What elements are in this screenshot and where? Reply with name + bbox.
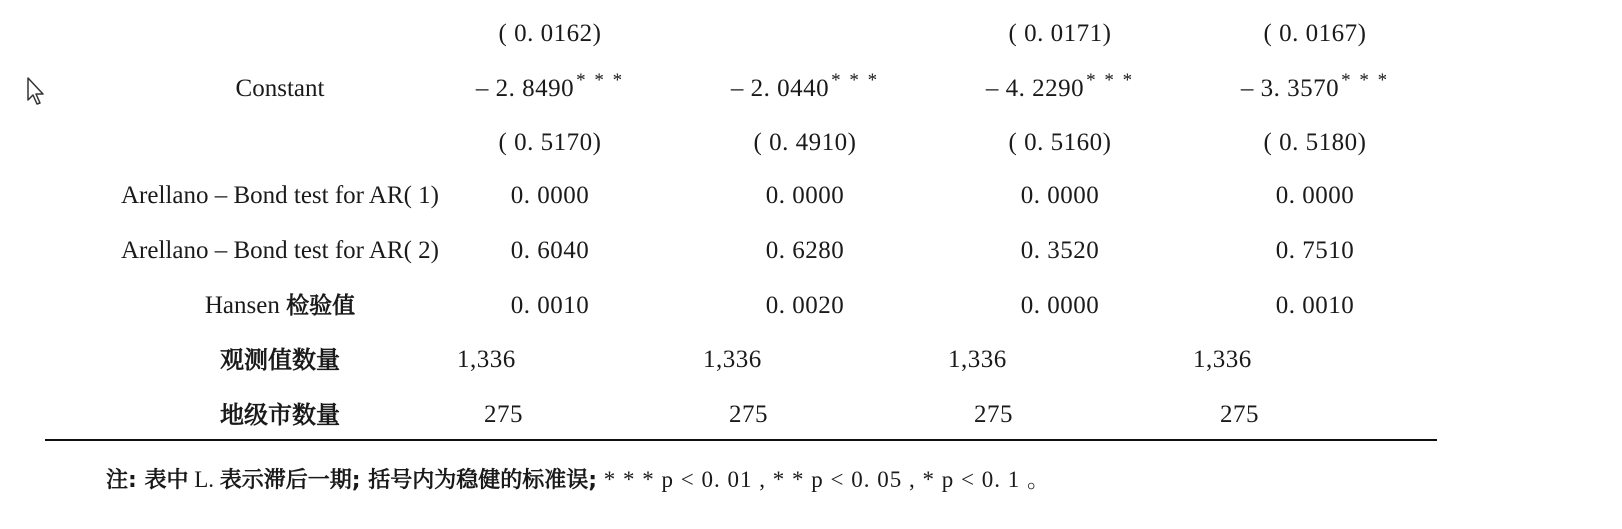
table-cell: ( 0. 0167) [1263,20,1367,47]
table-cell: 0. 6280 [765,237,845,264]
row-label [45,123,515,163]
row-label [45,14,515,54]
table-row [0,123,1622,163]
table-cell: – 4. 2290 * * * [985,70,1135,102]
table-cell: 0. 0000 [765,182,845,209]
table-cell: 1,336 [1193,346,1252,373]
footnote-significance: * * * p < 0. 01 , * * p < 0. 05 , * p < 0. 1 。 [597,467,1051,492]
table-cell: 0. 0000 [1020,182,1100,209]
table-cell: 1,336 [457,346,516,373]
table-cell: ( 0. 0171) [1008,20,1112,47]
table-cell: 0. 0010 [1275,292,1355,319]
row-label-observations: 观测值数量 [220,346,340,374]
table-cell: ( 0. 5180) [1263,129,1367,156]
table-row [0,395,1622,435]
table-cell: 275 [484,401,523,428]
table-cell: 1,336 [703,346,762,373]
table-cell: ( 0. 5170) [498,129,602,156]
table-cell: 0. 0020 [765,292,845,319]
table-cell: 0. 0000 [1275,182,1355,209]
significance-stars: * * * [1086,70,1135,91]
table-cell: 0. 0010 [510,292,590,319]
table-cell: ( 0. 4910) [753,129,857,156]
footnote-text: 表示滞后一期; 括号内为稳健的标准误; [219,468,598,493]
table-bottom-rule [45,439,1437,441]
table-cell: 1,336 [948,346,1007,373]
footnote-prefix: 注: 表中 [106,468,189,493]
footnote-lag-symbol: L. [188,467,220,492]
table-cell: 275 [1220,401,1259,428]
table-cell: 0. 3520 [1020,237,1100,264]
table-cell: 0. 7510 [1275,237,1355,264]
table-cell: – 2. 0440 * * * [730,70,880,102]
table-cell: 0. 0000 [510,182,590,209]
significance-stars: * * * [831,70,880,91]
table-cell: – 2. 8490 * * * [475,70,625,102]
row-label-ar1: Arellano – Bond test for AR( 1) [120,182,439,209]
significance-stars: * * * [576,70,625,91]
table-row [0,286,1622,326]
table-cell: 0. 0000 [1020,292,1100,319]
table-row [0,340,1622,380]
table-cell: 275 [729,401,768,428]
table-cell [705,14,905,54]
table-cell: ( 0. 0162) [498,20,602,47]
row-label-cities: 地级市数量 [220,401,340,429]
significance-stars: * * * [1341,70,1390,91]
table-row [0,176,1622,216]
table-cell: ( 0. 5160) [1008,129,1112,156]
table-row [0,231,1622,271]
table-row [0,14,1622,54]
table-cell: 275 [974,401,1013,428]
row-label-hansen: Hansen 检验值 [204,292,356,319]
table-cell: – 3. 3570 * * * [1240,70,1390,102]
table-row [0,69,1622,109]
row-label-ar2: Arellano – Bond test for AR( 2) [120,237,439,264]
table-footnote [106,460,1051,500]
row-label-constant: Constant [235,75,325,102]
table-cell: 0. 6040 [510,237,590,264]
